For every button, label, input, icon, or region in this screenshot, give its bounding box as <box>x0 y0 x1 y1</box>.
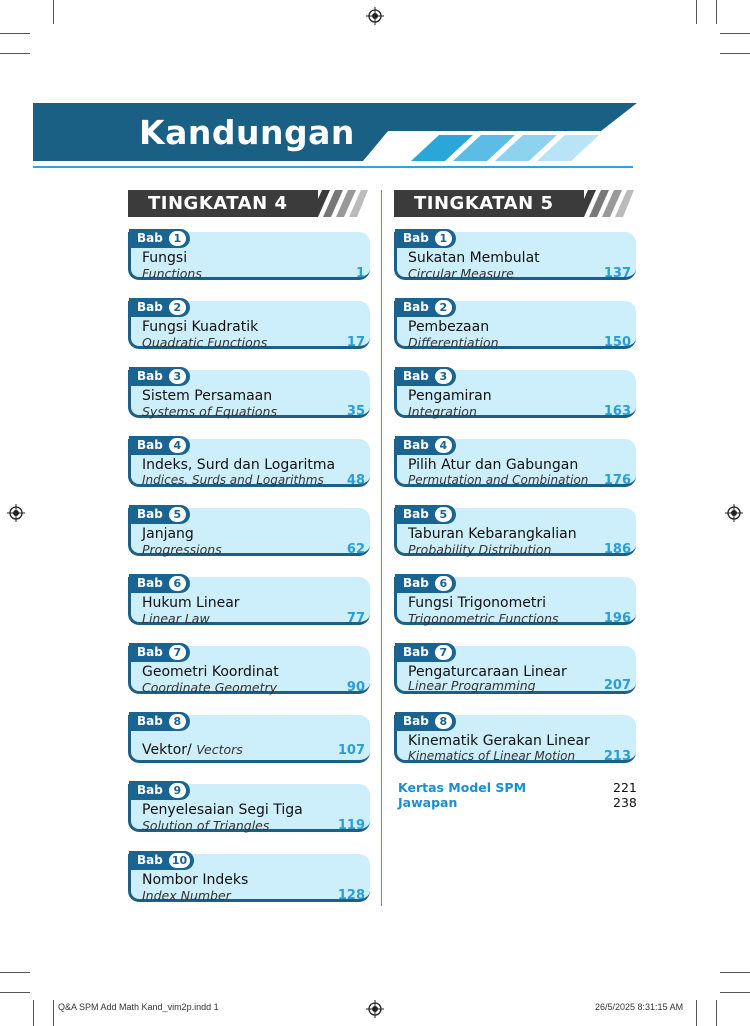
page-number: 186 <box>603 542 631 557</box>
chapter-card[interactable] <box>394 715 636 763</box>
chapter-title-malay: Pembezaan <box>408 319 490 335</box>
bab-label: Bab <box>403 300 429 314</box>
bab-label: Bab <box>137 231 163 245</box>
page-number: 150 <box>603 335 631 350</box>
crop-mark <box>716 1000 717 1026</box>
crop-mark <box>696 1000 697 1026</box>
chapter-number: 7 <box>435 645 452 660</box>
chapter-badge <box>129 781 190 800</box>
chapter-card[interactable] <box>128 370 370 418</box>
page-number: 196 <box>603 611 631 626</box>
chapter-title-malay: Fungsi <box>142 250 188 266</box>
crop-mark <box>0 53 30 54</box>
chapter-card[interactable] <box>128 715 370 763</box>
chapter-title-malay: Penyelesaian Segi Tiga <box>142 802 303 818</box>
chapter-badge <box>129 298 190 317</box>
header-stripes <box>574 190 634 217</box>
chapter-title-malay: Sistem Persamaan <box>142 388 273 404</box>
chapter-title-malay: Sukatan Membulat <box>408 250 540 266</box>
chapter-title-english: Linear Law <box>142 611 210 626</box>
chapter-badge <box>395 367 456 386</box>
chapter-card[interactable] <box>394 232 636 280</box>
chapter-card[interactable] <box>394 646 636 694</box>
chapter-badge <box>395 505 456 524</box>
crop-mark <box>0 972 30 973</box>
crop-mark <box>720 33 750 34</box>
chapter-badge <box>129 574 190 593</box>
extra-item-kertas-model[interactable]: Kertas Model SPM <box>398 780 527 795</box>
chapter-badge <box>395 574 456 593</box>
chapter-title-malay: Vektor/ <box>142 742 192 758</box>
registration-mark-icon <box>366 1000 384 1018</box>
chapter-title-english: Coordinate Geometry <box>142 680 278 695</box>
column-header-label: TINGKATAN 4 <box>128 190 318 217</box>
chapter-badge <box>395 298 456 317</box>
chapter-card[interactable] <box>128 232 370 280</box>
chapter-title-english: Permutation and Combination <box>408 473 589 487</box>
crop-mark <box>0 33 30 34</box>
page-number: 119 <box>337 818 365 833</box>
chapter-title-english: Indices, Surds and Logarithms <box>142 473 324 487</box>
chapter-number: 4 <box>169 438 186 453</box>
chapter-number: 2 <box>169 300 186 315</box>
chapter-number: 10 <box>169 853 190 868</box>
chapter-card[interactable] <box>394 439 636 487</box>
chapter-title-malay: Kinematik Gerakan Linear <box>408 733 590 749</box>
chapter-badge <box>395 712 456 731</box>
bab-label: Bab <box>403 507 429 521</box>
bab-label: Bab <box>137 300 163 314</box>
chapter-title-english: Integration <box>408 404 477 419</box>
page-title: Kandungan <box>139 113 355 152</box>
title-banner <box>33 103 637 161</box>
chapter-title-english: Circular Measure <box>408 266 514 281</box>
bab-label: Bab <box>137 714 163 728</box>
chapter-title-english: Systems of Equations <box>142 404 277 419</box>
chapter-number: 5 <box>169 507 186 522</box>
chapter-badge <box>395 643 456 662</box>
chapter-title-english: Quadratic Functions <box>142 335 268 350</box>
page-number: 176 <box>603 473 631 488</box>
crop-mark <box>33 1000 34 1026</box>
chapter-title-english: Functions <box>142 266 202 281</box>
bab-label: Bab <box>403 369 429 383</box>
column-divider <box>381 190 382 906</box>
chapter-number: 7 <box>169 645 186 660</box>
chapter-title-english: Differentiation <box>408 335 499 350</box>
chapter-badge <box>395 436 456 455</box>
footer-file-name: Q&A SPM Add Math Kand_vim2p.indd 1 <box>58 1002 219 1012</box>
chapter-card[interactable] <box>128 854 370 902</box>
chapter-title-malay: Pengaturcaraan Linear <box>408 664 567 680</box>
footer-date: 26/5/2025 8:31:15 AM <box>595 1002 684 1012</box>
chapter-number: 8 <box>435 714 452 729</box>
chapter-title-english: Solution of Triangles <box>142 818 270 833</box>
column-header-tingkatan-4 <box>128 190 368 217</box>
chapter-number: 6 <box>435 576 452 591</box>
bab-label: Bab <box>403 645 429 659</box>
page-number: 48 <box>346 473 365 488</box>
chapter-title-english: Trigonometric Functions <box>408 611 559 626</box>
crop-mark <box>696 0 697 24</box>
page-number: 207 <box>603 678 631 693</box>
extra-page-number: 221 <box>613 780 637 795</box>
banner-underline <box>33 166 633 168</box>
crop-mark <box>720 972 750 973</box>
chapter-badge <box>129 367 190 386</box>
chapter-number: 1 <box>169 231 186 246</box>
chapter-title-malay: Geometri Koordinat <box>142 664 279 680</box>
chapter-title-english: Index Number <box>142 888 231 903</box>
registration-mark-icon <box>7 504 25 522</box>
chapter-title-malay: Pilih Atur dan Gabungan <box>408 457 579 473</box>
registration-mark-icon <box>366 7 384 25</box>
page-number: 77 <box>346 611 365 626</box>
chapter-number: 2 <box>435 300 452 315</box>
chapter-title-malay: Fungsi Trigonometri <box>408 595 546 611</box>
bab-label: Bab <box>137 507 163 521</box>
chapter-number: 3 <box>435 369 452 384</box>
chapter-title-malay: Fungsi Kuadratik <box>142 319 259 335</box>
chapter-number: 5 <box>435 507 452 522</box>
page-number: 163 <box>603 404 631 419</box>
bab-label: Bab <box>403 576 429 590</box>
page-number: 62 <box>346 542 365 557</box>
page-number: 35 <box>346 404 365 419</box>
crop-mark <box>53 0 54 24</box>
page-number: 90 <box>346 680 365 695</box>
chapter-title-english: Progressions <box>142 542 222 557</box>
crop-mark <box>720 992 750 993</box>
chapter-number: 6 <box>169 576 186 591</box>
chapter-card[interactable] <box>128 577 370 625</box>
chapter-number: 4 <box>435 438 452 453</box>
chapter-badge <box>395 229 456 248</box>
chapter-title-english: Probability Distribution <box>408 542 552 557</box>
page-number: 213 <box>603 749 631 764</box>
chapter-card[interactable] <box>128 784 370 832</box>
chapter-title-english: Linear Programming <box>408 678 536 693</box>
chapter-title-malay: Pengamiran <box>408 388 492 404</box>
page-number: 107 <box>337 743 365 758</box>
bab-label: Bab <box>137 438 163 452</box>
column-header-label: TINGKATAN 5 <box>394 190 584 217</box>
bab-label: Bab <box>403 438 429 452</box>
bab-label: Bab <box>403 231 429 245</box>
page-number: 1 <box>355 266 365 281</box>
chapter-card[interactable] <box>128 508 370 556</box>
crop-mark <box>0 992 30 993</box>
header-stripes <box>308 190 368 217</box>
bab-label: Bab <box>137 853 163 867</box>
chapter-title-malay: Indeks, Surd dan Logaritma <box>142 457 336 473</box>
chapter-card[interactable] <box>394 301 636 349</box>
chapter-badge <box>129 505 190 524</box>
chapter-badge <box>129 436 190 455</box>
extra-page-number: 238 <box>613 795 637 810</box>
bab-label: Bab <box>137 369 163 383</box>
chapter-title-malay: Nombor Indeks <box>142 872 249 888</box>
crop-mark <box>720 53 750 54</box>
crop-mark <box>716 0 717 24</box>
chapter-card[interactable] <box>394 370 636 418</box>
chapter-badge <box>129 851 194 870</box>
extra-item-jawapan[interactable]: Jawapan <box>398 795 458 810</box>
chapter-title-malay: Taburan Kebarangkalian <box>408 526 577 542</box>
page-number: 17 <box>346 335 365 350</box>
chapter-card[interactable] <box>394 508 636 556</box>
bab-label: Bab <box>137 783 163 797</box>
crop-mark <box>53 1000 54 1026</box>
chapter-card[interactable] <box>394 577 636 625</box>
chapter-title-malay: Janjang <box>142 526 194 542</box>
chapter-title-english: Vectors <box>196 742 243 757</box>
chapter-number: 3 <box>169 369 186 384</box>
bab-label: Bab <box>403 714 429 728</box>
chapter-badge <box>129 229 190 248</box>
column-header-tingkatan-5 <box>394 190 634 217</box>
page-number: 128 <box>337 888 365 903</box>
chapter-badge <box>129 712 190 731</box>
bab-label: Bab <box>137 576 163 590</box>
chapter-number: 9 <box>169 783 186 798</box>
chapter-card[interactable] <box>128 646 370 694</box>
chapter-number: 8 <box>169 714 186 729</box>
bab-label: Bab <box>137 645 163 659</box>
chapter-title-malay: Hukum Linear <box>142 595 240 611</box>
chapter-card[interactable] <box>128 301 370 349</box>
chapter-title-english: Kinematics of Linear Motion <box>408 749 576 763</box>
chapter-badge <box>129 643 190 662</box>
chapter-number: 1 <box>435 231 452 246</box>
page-number: 137 <box>603 266 631 281</box>
registration-mark-icon <box>725 504 743 522</box>
chapter-title <box>142 742 243 758</box>
chapter-card[interactable] <box>128 439 370 487</box>
